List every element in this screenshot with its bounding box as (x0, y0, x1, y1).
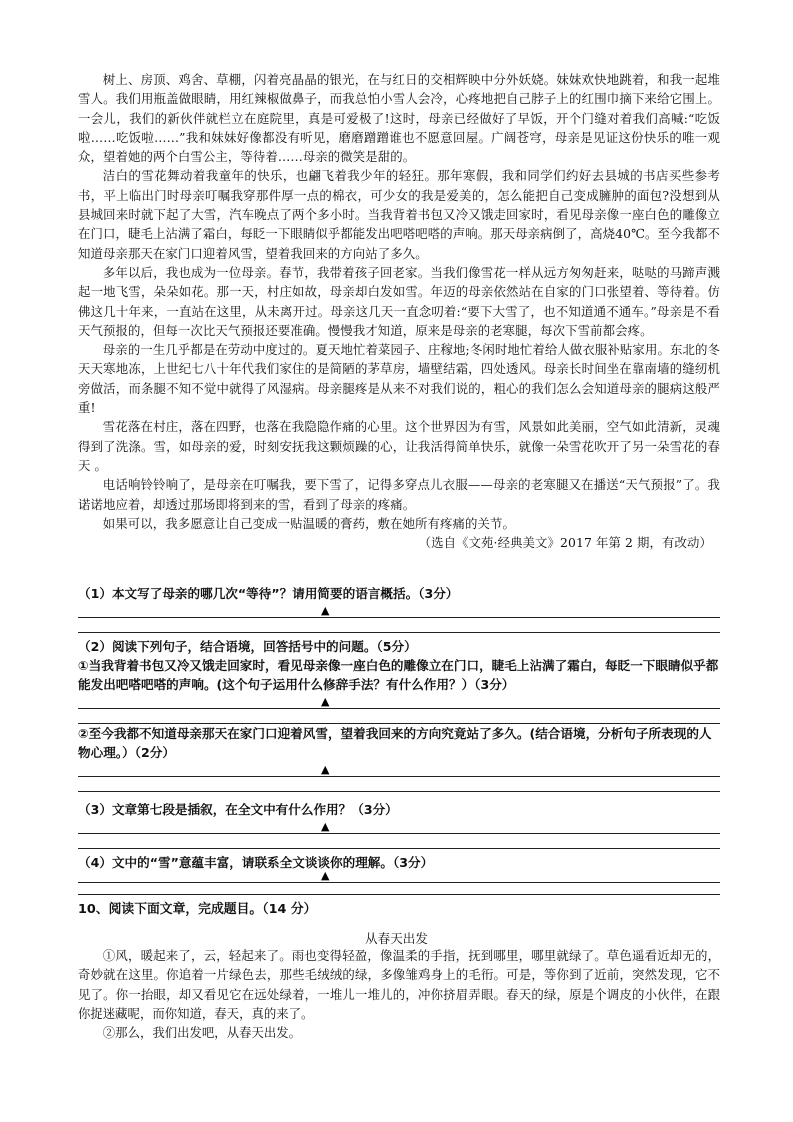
answer-marker-icon: ▲ (321, 820, 330, 833)
passage-paragraph: ①风，暖起来了，云，轻起来了。雨也变得轻盈，像温柔的手指，抚到哪里，哪里就绿了。草色遥看近却无的，奇妙就在这里。你追着一片绿色去，那些毛绒绒的绿，多像雏鸡身上的毛衎。可是，等你到了近前，突然发现，它不见了。你一抬眼，却又看见它在远处绿着，一堆儿一堆儿的，冲你挤眉弄眼。春天的绿，原是个调皮的小伙伴，在跟你捉迷藏呢，而你知道，春天，真的来了。 (78, 948, 720, 1021)
passage-paragraph: ②那么，我们出发吧，从春天出发。 (102, 1025, 302, 1041)
passage-source: （选自《文苑·经典美文》2017 年第 2 期，有改动） (418, 535, 712, 551)
answer-area-4[interactable] (78, 869, 720, 894)
answer-line (78, 882, 720, 883)
passage-paragraph: 洁白的雪花舞动着我童年的快乐，也翩飞着我少年的轻狂。那年寒假，我和同学们约好去县城的书店买些参考书，平上临出门时母亲叮嘱我穿那件厚一点的棉衣，可少女的我是爱美的，怎么能把自己变成臃肿的面包?没想到从县城回来时就下起了大雪，汽车晚点了两个多小时。当我背着书包又冷又饿走回家时，看见母亲像一座白色的雕像立在门口，睫毛上沾满了霜白，每眨一下眼睛似乎都能发出吧嗒吧嗒的声响。那天母亲病倒了，高烧40℃。至今我都不知道母亲那天在家门口迎着风雪，望着我回来的方向站了多久。 (78, 168, 720, 261)
passage-paragraph: 电话响铃铃响了，是母亲在叮嘱我，要下雪了，记得多穿点儿衣服——母亲的老寒腿又在播送“天气预报”了。我诺诺地应着，却透过那场即将到来的雪，看到了母亲的疼痛。 (78, 477, 720, 512)
answer-marker-icon: ▲ (321, 695, 330, 708)
answer-line (78, 708, 720, 709)
answer-marker-icon: ▲ (321, 604, 330, 617)
question-4 (78, 853, 720, 894)
question-1-text: （1）本文写了母亲的哪几次“等待”？请用简要的语言概括。（3分） (78, 586, 459, 601)
article-title: 从春天出发 (365, 931, 428, 946)
question-2a-text: ①当我背着书包又冷又饿走回家时，看见母亲像一座白色的雕像立在门口，睫毛上沾满了霜白，每眨一下眼睛似乎都能发出吧嗒吧嗒的声响。(这个句子运用什么修辞手法？有什么作用？）（3分） (78, 658, 719, 692)
question-2 (78, 637, 720, 792)
answer-line (78, 894, 720, 895)
question-3 (78, 800, 720, 849)
answer-area-3[interactable] (78, 819, 720, 849)
passage-paragraph: 母亲的一生几乎都是在劳动中度过的。夏天地忙着菜园子、庄稼地;冬闲时地忙着给人做衣服补贴家用。东北的冬天天寒地冻，上世纪七八十年代我们家住的是简陋的茅草房，墙壁结霜，四处透风。母亲长时间坐在靠南墙的缝纫机旁做活，而条腿不知不觉中就得了风湿病。母亲腿疼是从来不对我们说的，粗心的我们怎么会知道母亲的腿病这般严重! (78, 342, 720, 416)
section-10-heading: 10、阅读下面文章，完成题目。（14 分） (78, 902, 317, 917)
question-2b-text: ②至今我都不知道母亲那天在家门口迎着风雪，望着我回来的方向究竟站了多久。(结合语境，分析句子所表现的人物心理。）（2分） (78, 726, 712, 760)
answer-area-2a[interactable] (78, 694, 720, 724)
answer-line (78, 617, 720, 618)
answer-line (78, 848, 720, 849)
passage-paragraph: 多年以后，我也成为一位母亲。春节，我带着孩子回老家。当我们像雪花一样从远方匆匆赶来，哒哒的马蹄声溅起一地飞雪，朵朵如花。那一天，村庄如故，母亲却白发如雪。年迈的母亲依然站在自家的门口张望着、等待着。仿佛这几十年来，一直站在这里，从未离开过。母亲这几天一直念叨着:“要下大雪了，也不知道通不通车。”母亲是不看天气预报的，但每一次比天气预报还要准确。慢慢我才知道，原来是母亲的老寒腿，每次下雪前都会疼。 (78, 264, 720, 338)
passage-paragraph: 树上、房顶、鸡舍、草棚，闪着亮晶晶的银光，在与红日的交相辉映中分外妖娆。妹妹欢快地跳着，和我一起堆雪人。我们用瓶盖做眼睛，用红辣椒做鼻子，而我总怕小雪人会冷，心疼地把自己脖子上的红围巾摘下来给它围上。一会儿，我们的新伙伴就栏立在庭院里，真是可爱极了!这时，母亲已经做好了早饭，开个门缝对着我们高喊:“吃饭啦……吃饭啦……”我和妹妹好像都没有听见，磨磨蹭蹭谁也不愿意回屋。广阔苍穹，母亲是见证这份快乐的唯一观众，望着她的两个白雪公主，等待着……母亲的微笑是甜的。 (78, 72, 720, 165)
answer-line (78, 723, 720, 724)
answer-marker-icon: ▲ (321, 869, 330, 882)
passage-paragraph: 如果可以，我多愿意让自己变成一贴温暖的膏药，敷在她所有疼痛的关节。 (102, 515, 515, 531)
answer-line (78, 776, 720, 777)
answer-line (78, 632, 720, 633)
question-2-text: （2）阅读下列句子，结合语境，回答括号中的问题。（5分） (78, 639, 417, 654)
answer-marker-icon: ▲ (321, 763, 330, 776)
passage-paragraph: 雪花落在村庄，落在四野，也落在我隐隐作痛的心里。这个世界因为有雪，风景如此美丽，空气如此清新，灵魂得到了洗涤。雪，如母亲的爱，时刻安抚我这颗烦躁的心，让我活得简单快乐，就像一朵雪花吹开了另一朵雪花的春天 。 (78, 419, 720, 473)
answer-line (78, 791, 720, 792)
question-3-text: （3）文章第七段是插叙，在全文中有什么作用？（3分） (78, 802, 398, 817)
question-1 (78, 584, 720, 633)
answer-area-1[interactable] (78, 603, 720, 633)
reading-passage-2 (78, 946, 720, 1042)
question-4-text: （4）文中的“雪”意蕴丰富，请联系全文谈谈你的理解。（3分） (78, 855, 434, 870)
reading-passage (78, 70, 720, 552)
answer-line (78, 833, 720, 834)
answer-area-2b[interactable] (78, 762, 720, 792)
